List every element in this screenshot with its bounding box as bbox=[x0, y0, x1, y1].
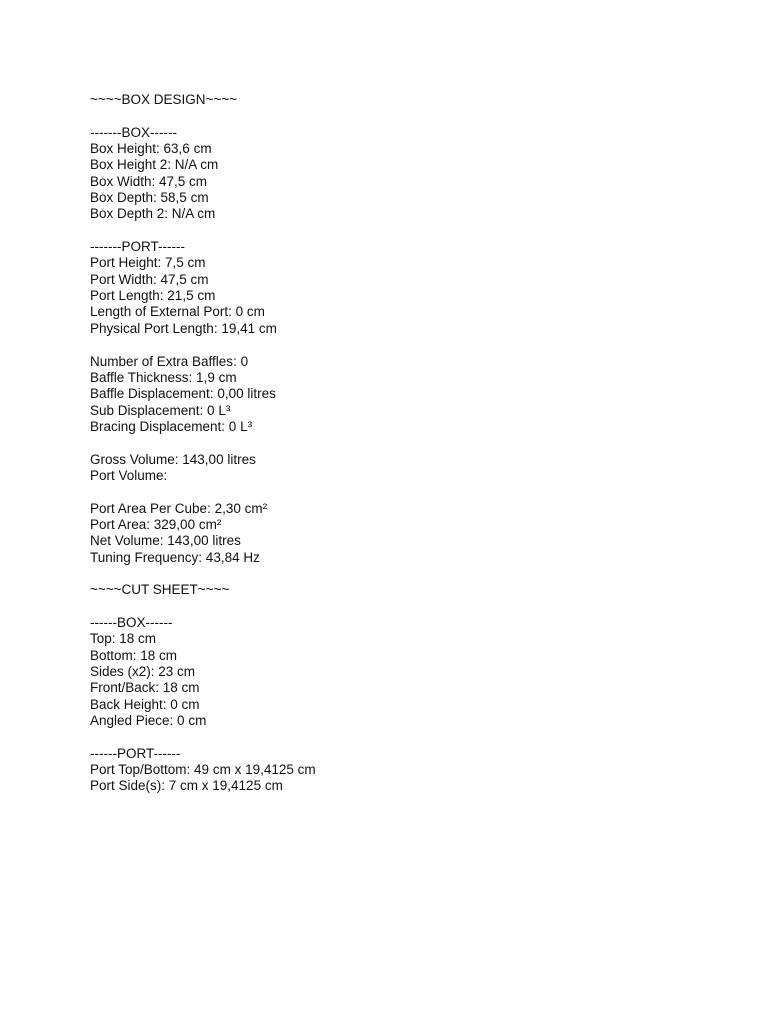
sub-displacement: Sub Displacement: 0 L³ bbox=[90, 402, 231, 418]
port-area-per-cube: Port Area Per Cube: 2,30 cm² bbox=[90, 500, 268, 516]
net-volume: Net Volume: 143,00 litres bbox=[90, 533, 241, 549]
cut-top: Top: 18 cm bbox=[90, 631, 157, 647]
document-page bbox=[90, 92, 730, 795]
box-height-2: Box Height 2: N/A cm bbox=[90, 157, 219, 173]
tuning-frequency: Tuning Frequency: 43,84 Hz bbox=[90, 549, 260, 565]
external-port-length: Length of External Port: 0 cm bbox=[90, 304, 265, 320]
port-area: Port Area: 329,00 cm² bbox=[90, 516, 222, 532]
cut-back-height: Back Height: 0 cm bbox=[90, 696, 200, 712]
spacer bbox=[90, 337, 730, 353]
bracing-displacement: Bracing Displacement: 0 L³ bbox=[90, 418, 253, 434]
cut-sheet-title: ~~~~CUT SHEET~~~~ bbox=[90, 582, 230, 598]
cut-port-section-heading: ------PORT------ bbox=[90, 745, 181, 761]
box-depth: Box Depth: 58,5 cm bbox=[90, 190, 209, 206]
port-width: Port Width: 47,5 cm bbox=[90, 271, 209, 287]
box-design-title: ~~~~BOX DESIGN~~~~ bbox=[90, 92, 238, 107]
spacer bbox=[90, 484, 730, 500]
port-volume: Port Volume: bbox=[90, 467, 168, 483]
cut-bottom: Bottom: 18 cm bbox=[90, 647, 178, 663]
spacer bbox=[90, 435, 730, 451]
cut-port-top-bottom: Port Top/Bottom: 49 cm x 19,4125 cm bbox=[90, 762, 316, 778]
spacer bbox=[90, 599, 730, 615]
cut-sides: Sides (x2): 23 cm bbox=[90, 664, 196, 680]
spacer bbox=[90, 729, 730, 745]
cut-angled-piece: Angled Piece: 0 cm bbox=[90, 713, 207, 729]
baffle-thickness: Baffle Thickness: 1,9 cm bbox=[90, 369, 237, 385]
cut-box-section-heading: ------BOX------ bbox=[90, 615, 173, 630]
port-length: Port Length: 21,5 cm bbox=[90, 288, 216, 304]
port-section-heading: -------PORT------ bbox=[90, 239, 185, 255]
box-width: Box Width: 47,5 cm bbox=[90, 173, 208, 189]
port-height: Port Height: 7,5 cm bbox=[90, 255, 206, 271]
gross-volume: Gross Volume: 143,00 litres bbox=[90, 451, 256, 467]
extra-baffles-count: Number of Extra Baffles: 0 bbox=[90, 353, 249, 369]
box-section-heading: -------BOX------ bbox=[90, 124, 177, 140]
spacer bbox=[90, 108, 730, 124]
box-height: Box Height: 63,6 cm bbox=[90, 141, 212, 157]
spacer bbox=[90, 566, 730, 582]
cut-port-sides: Port Side(s): 7 cm x 19,4125 cm bbox=[90, 778, 283, 794]
box-depth-2: Box Depth 2: N/A cm bbox=[90, 206, 216, 222]
cut-front-back: Front/Back: 18 cm bbox=[90, 680, 200, 696]
physical-port-length: Physical Port Length: 19,41 cm bbox=[90, 320, 277, 336]
spacer bbox=[90, 223, 730, 239]
baffle-displacement: Baffle Displacement: 0,00 litres bbox=[90, 386, 276, 402]
